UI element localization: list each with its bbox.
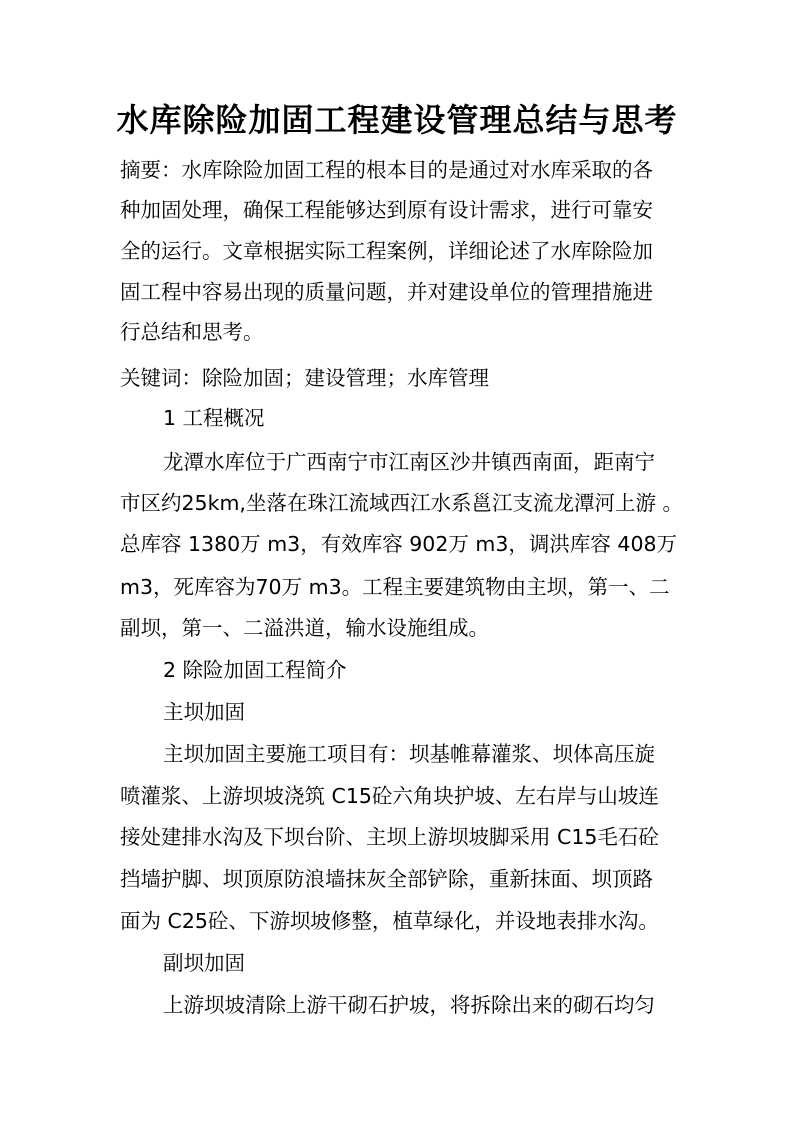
paragraph-line: m3，死库容为70万 m3。工程主要建筑物由主坝，第一、二 bbox=[120, 575, 670, 599]
paragraph-line: 副坝，第一、二溢洪道，输水设施组成。 bbox=[120, 616, 489, 640]
subheading-main-dam: 主坝加固 bbox=[163, 700, 245, 724]
abstract-line-4: 固工程中容易出现的质量问题，并对建设单位的管理措施进 bbox=[120, 280, 653, 304]
abstract-line-5: 行总结和思考。 bbox=[120, 320, 264, 344]
paragraph-line: 主坝加固主要施工项目有：坝基帷幕灌浆、坝体高压旋 bbox=[163, 742, 655, 766]
paragraph-line: 市区约25km,坐落在珠江流域西江水系邕江支流龙潭河上游 。 bbox=[120, 491, 683, 515]
paragraph-line: 挡墙护脚、坝顶原防浪墙抹灰全部铲除，重新抹面、坝顶路 bbox=[120, 867, 653, 891]
section-heading-1: 1 工程概况 bbox=[163, 406, 265, 430]
paragraph-line: 龙潭水库位于广西南宁市江南区沙井镇西南面，距南宁 bbox=[163, 450, 655, 474]
paragraph-line: 总库容 1380万 m3，有效库容 902万 m3，调洪库容 408万 bbox=[120, 532, 678, 556]
paragraph-line: 接处建排水沟及下坝台阶、主坝上游坝坡脚采用 C15毛石砼 bbox=[120, 825, 659, 849]
abstract-line-1: 摘要：水库除险加固工程的根本目的是通过对水库采取的各 bbox=[120, 158, 653, 182]
abstract-line-2: 种加固处理，确保工程能够达到原有设计需求，进行可靠安 bbox=[120, 198, 653, 222]
document-title: 水库除险加固工程建设管理总结与思考 bbox=[116, 101, 678, 139]
abstract-line-3: 全的运行。文章根据实际工程案例，详细论述了水库除险加 bbox=[120, 239, 653, 263]
keywords-line: 关键词：除险加固；建设管理；水库管理 bbox=[120, 366, 489, 390]
paragraph-line: 面为 C25砼、下游坝坡修整，植草绿化，并设地表排水沟。 bbox=[120, 909, 659, 933]
paragraph-line: 上游坝坡清除上游干砌石护坡，将拆除出来的砌石均匀 bbox=[163, 993, 655, 1017]
section-heading-2: 2 除险加固工程简介 bbox=[163, 658, 347, 682]
paragraph-line: 喷灌浆、上游坝坡浇筑 C15砼六角块护坡、左右岸与山坡连 bbox=[120, 784, 659, 808]
subheading-auxiliary-dam: 副坝加固 bbox=[163, 951, 245, 975]
